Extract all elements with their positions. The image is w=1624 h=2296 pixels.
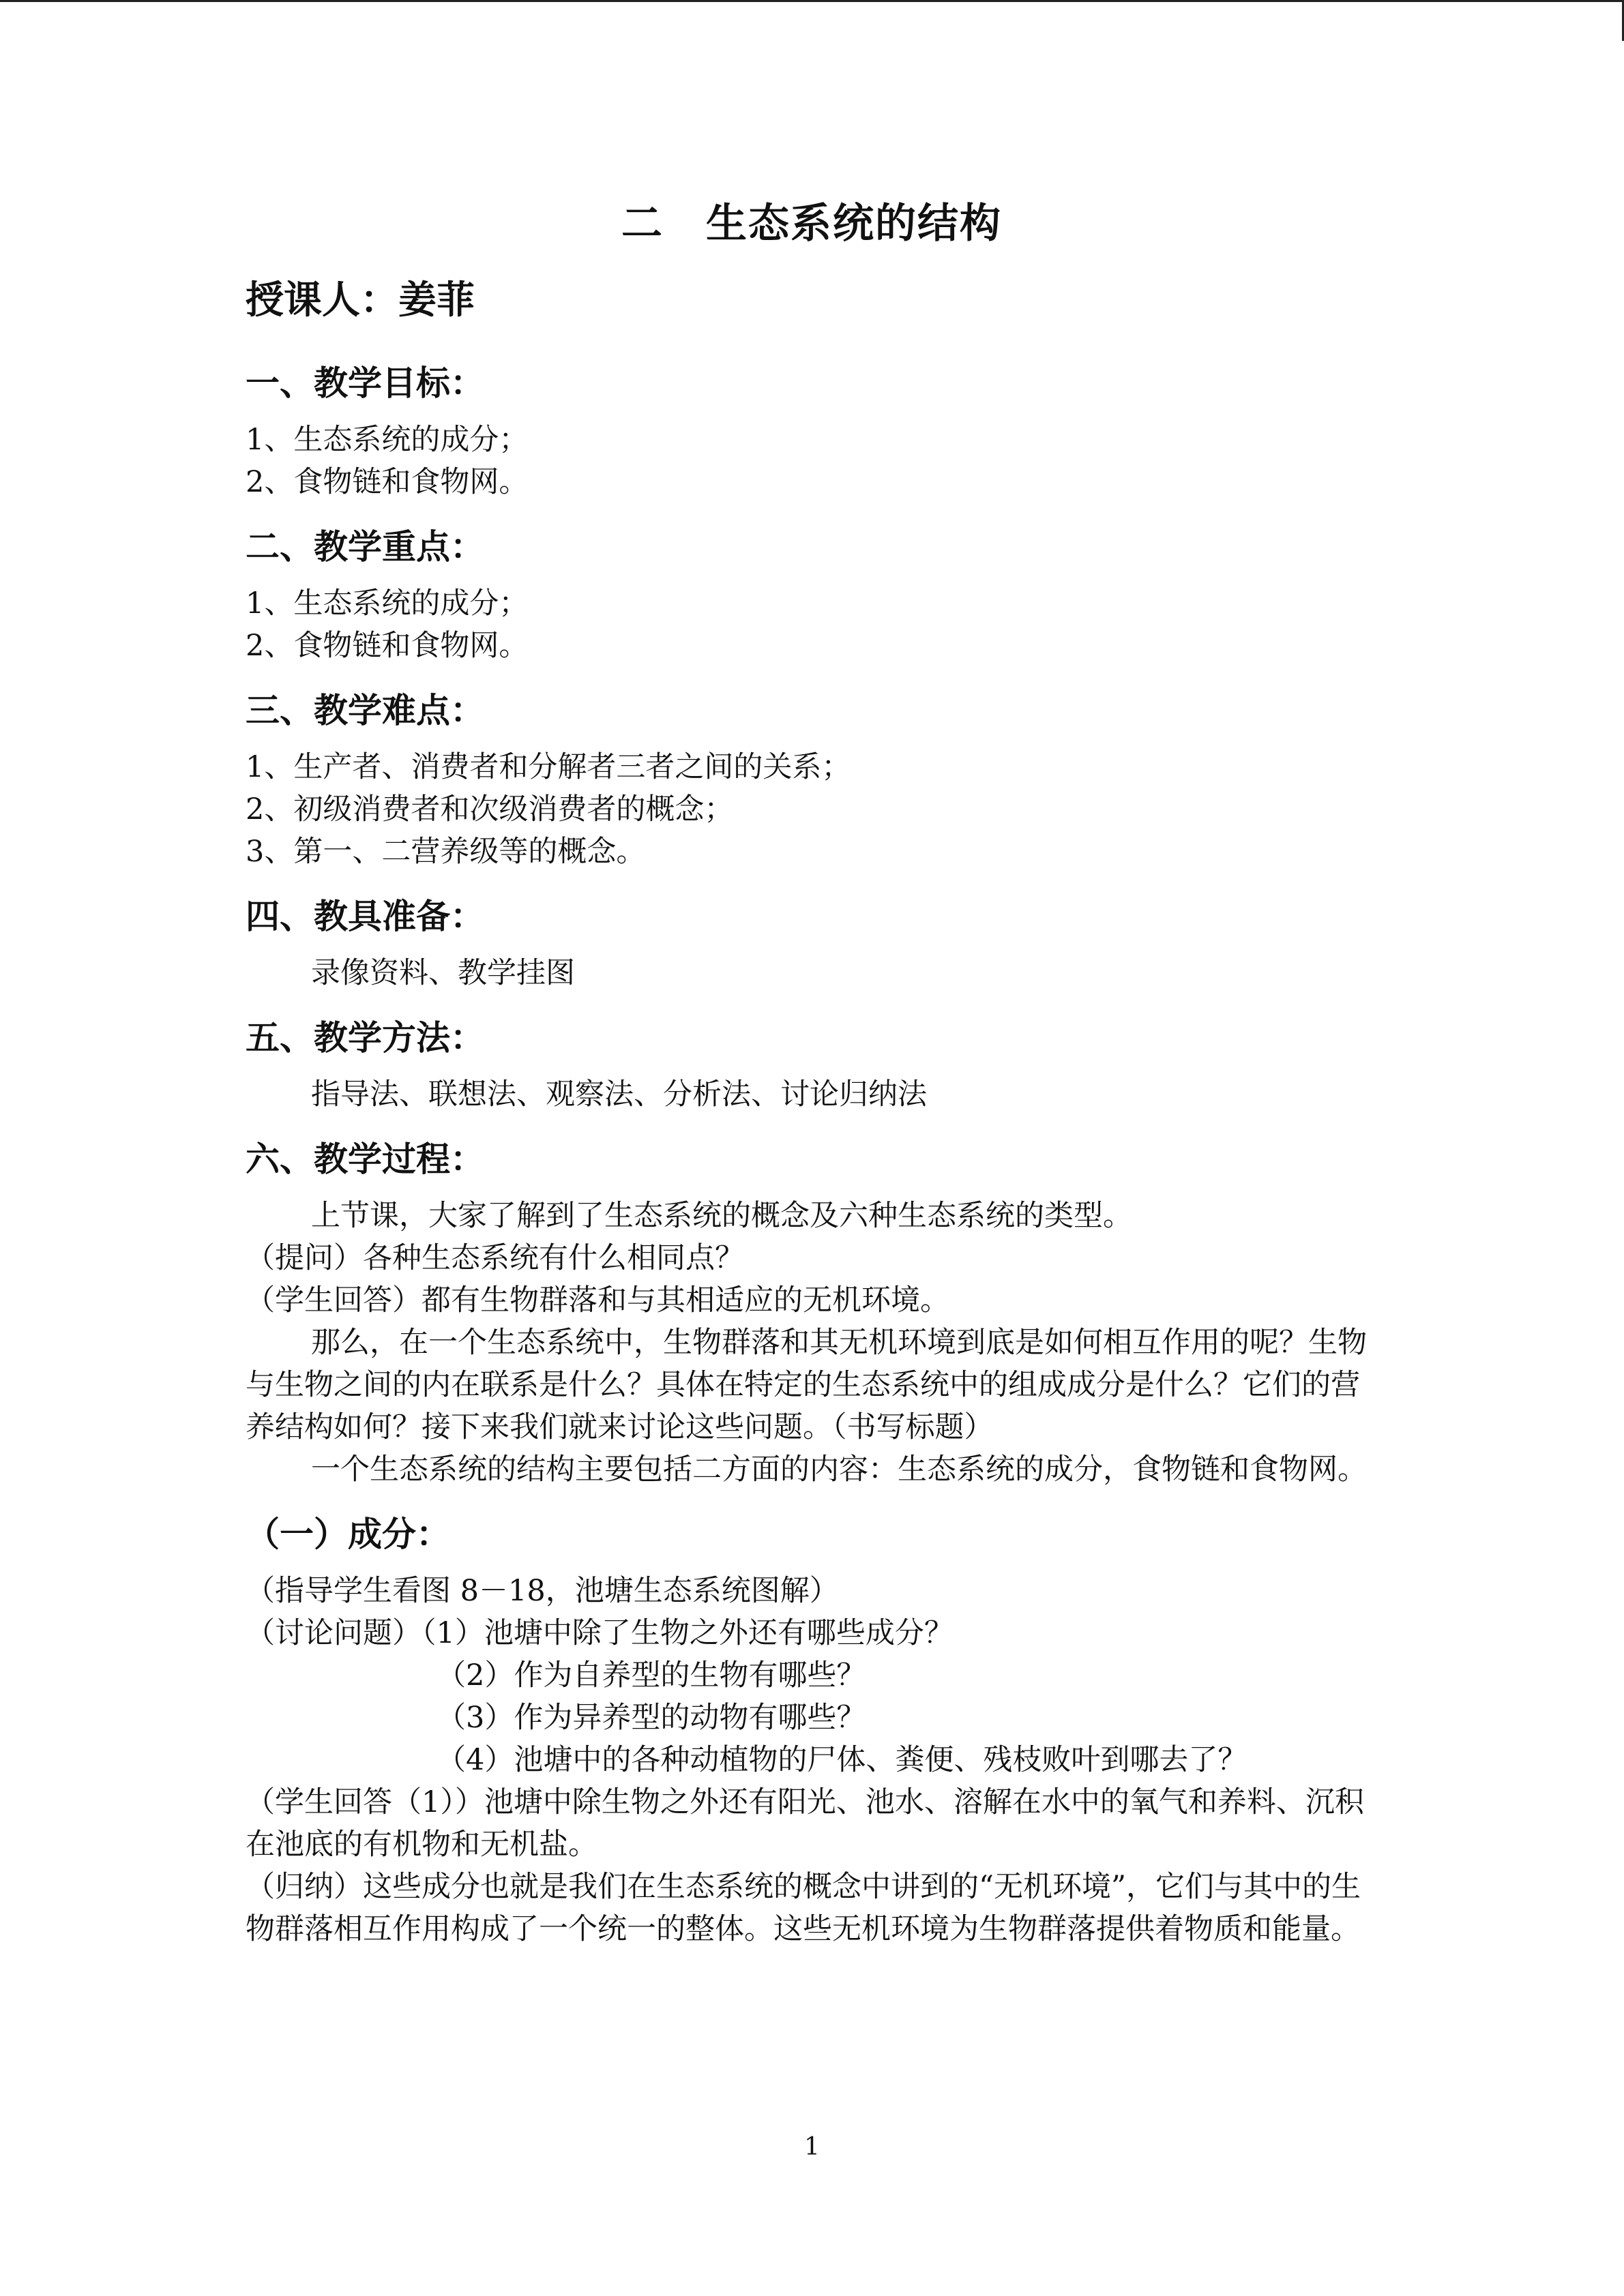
page-top-border	[0, 0, 1624, 2]
paragraph: 一个生态系统的结构主要包括二方面的内容：生态系统的成分，食物链和食物网。	[311, 1452, 1367, 1487]
list-item: 2、食物链和食物网。	[246, 629, 529, 663]
section-heading: （一）成分：	[246, 1515, 450, 1554]
list-item: 3、第一、二营养级等的概念。	[246, 835, 646, 869]
document-title: 二 生态系统的结构	[621, 200, 1002, 248]
section-heading: 六、教学过程：	[246, 1139, 484, 1179]
section-key-points	[246, 526, 1378, 667]
paragraph: （归纳）这些成分也就是我们在生态系统的概念中讲到的“无机环境”，它们与其中的生物群落相互作用构成了一个统一的整体。这些无机环境为生物群落提供着物质和能量。	[246, 1870, 1361, 1946]
section-heading: 四、教具准备：	[246, 897, 484, 936]
section-heading: 三、教学难点：	[246, 691, 484, 730]
paragraph: （指导学生看图 8－18，池塘生态系统图解）	[246, 1574, 839, 1608]
paragraph: （学生回答）都有生物群落和与其相适应的无机环境。	[246, 1283, 949, 1317]
paragraph: （学生回答（1））池塘中除生物之外还有阳光、池水、溶解在水中的氧气和养料、沉积在池底的有机物和无机盐。	[246, 1785, 1364, 1862]
section-methods	[246, 1017, 1378, 1116]
list-item: 1、生态系统的成分；	[246, 423, 529, 457]
discussion-question: （讨论问题）（1）池塘中除了生物之外还有哪些成分？	[246, 1616, 954, 1650]
document-body	[246, 191, 1378, 1973]
section-heading: 五、教学方法：	[246, 1018, 484, 1058]
section-heading: 二、教学重点：	[246, 527, 484, 567]
list-item: 1、生态系统的成分；	[246, 586, 529, 621]
author-line: 授课人：姜菲	[246, 278, 475, 323]
methods-text: 指导法、联想法、观察法、分析法、讨论归纳法	[311, 1077, 927, 1112]
section-tools	[246, 896, 1378, 994]
paragraph: 上节课，大家了解到了生态系统的概念及六种生态系统的类型。	[311, 1199, 1132, 1233]
paragraph: 那么，在一个生态系统中，生物群落和其无机环境到底是如何相互作用的呢？生物与生物之间的内在联系是什么？具体在特定的生态系统中的组成成分是什么？它们的营养结构如何？接下来我们就来讨论这些问题。（书写标题）	[246, 1326, 1367, 1444]
list-item: 1、生产者、消费者和分解者三者之间的关系；	[246, 750, 851, 784]
list-item: 2、初级消费者和次级消费者的概念；	[246, 792, 734, 826]
discussion-question: （3）作为异养型的动物有哪些？	[437, 1701, 866, 1735]
list-item: 2、食物链和食物网。	[246, 465, 529, 499]
discussion-question: （4）池塘中的各种动植物的尸体、粪便、残枝败叶到哪去了？	[437, 1743, 1247, 1777]
section-difficulties	[246, 690, 1378, 873]
discussion-question: （2）作为自养型的生物有哪些？	[437, 1658, 866, 1693]
section-components	[246, 1514, 1378, 1950]
section-objectives	[246, 363, 1378, 503]
tools-text: 录像资料、教学挂图	[311, 956, 575, 990]
section-process	[246, 1139, 1378, 1491]
section-heading: 一、教学目标：	[246, 363, 484, 403]
paragraph: （提问）各种生态系统有什么相同点？	[246, 1241, 744, 1275]
page-number: 1	[804, 2133, 820, 2161]
